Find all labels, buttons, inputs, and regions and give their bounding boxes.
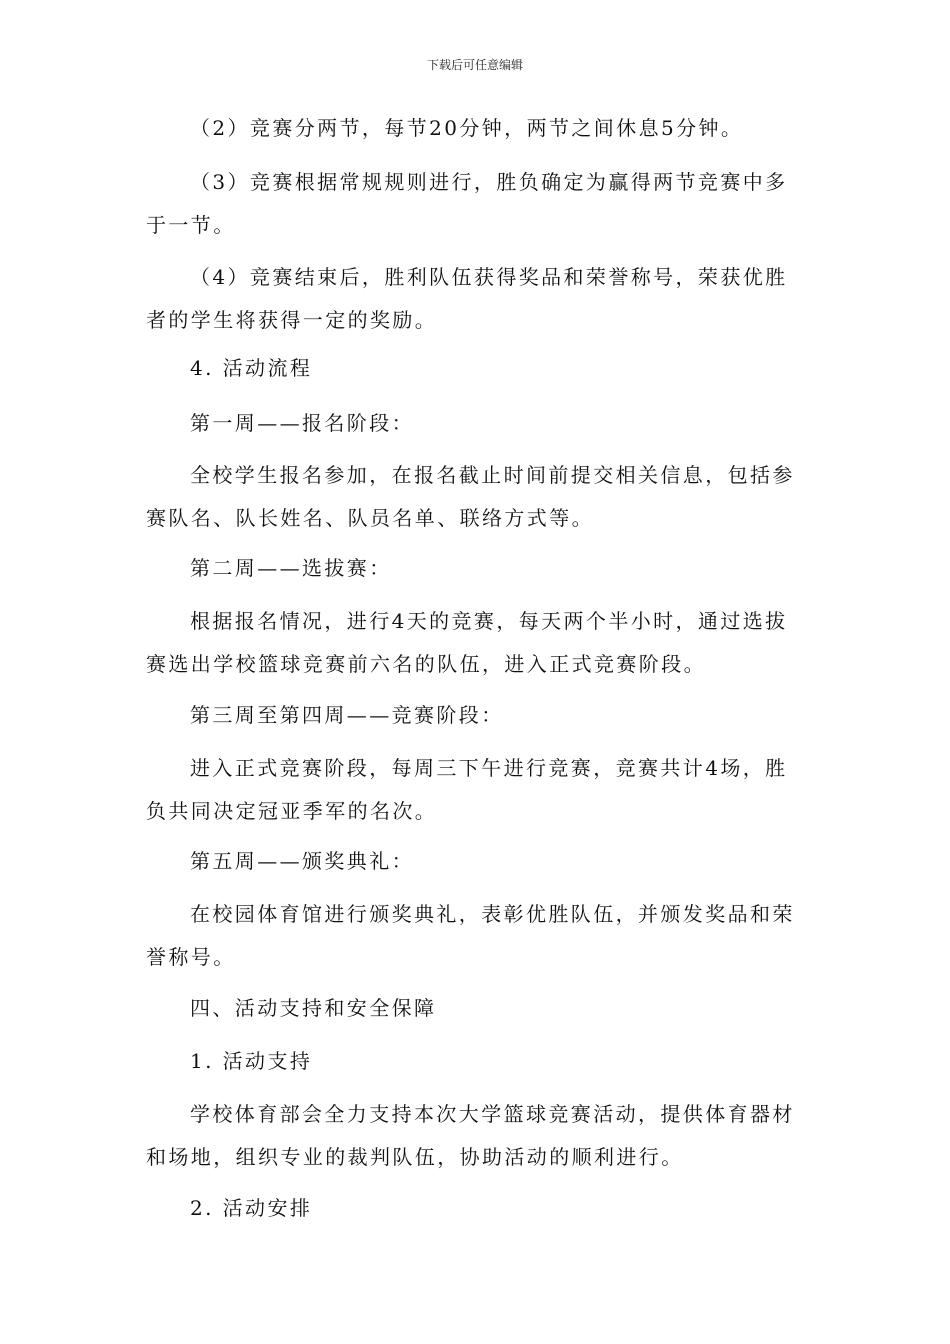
activity-support-paragraph: 学校体育部会全力支持本次大学篮球竞赛活动，提供体育器材和场地，组织专业的裁判队伍，协助活动的顺利进行。 <box>146 1102 795 1169</box>
subheading-activity-support: 1. 活动支持 <box>190 1049 313 1073</box>
week-1-heading: 第一周——报名阶段： <box>190 411 414 435</box>
paragraph-rule-4: （4）竞赛结束后，胜利队伍获得奖品和荣誉称号，荣获优胜者的学生将获得一定的奖励。 <box>146 265 788 332</box>
paragraph-rule-3: （3）竞赛根据常规规则进行，胜负确定为赢得两节竞赛中多于一节。 <box>146 170 788 237</box>
page-header-note: 下载后可任意编辑 <box>426 58 523 72</box>
week-5-heading: 第五周——颁奖典礼： <box>190 849 414 873</box>
week-3-4-paragraph: 进入正式竞赛阶段，每周三下午进行竞赛，竞赛共计4场，胜负共同决定冠亚季军的名次。 <box>146 756 788 823</box>
week-2-heading: 第二周——选拔赛： <box>190 556 392 580</box>
week-2-paragraph: 根据报名情况，进行4天的竞赛，每天两个半小时，通过选拔赛选出学校篮球竞赛前六名的队伍，进入正式竞赛阶段。 <box>146 609 788 676</box>
section-heading-support-safety: 四、活动支持和安全保障 <box>190 996 437 1020</box>
week-5-paragraph: 在校园体育馆进行颁奖典礼，表彰优胜队伍，并颁发奖品和荣誉称号。 <box>146 902 795 969</box>
week-1-paragraph: 全校学生报名参加，在报名截止时间前提交相关信息，包括参赛队名、队长姓名、队员名单、联络方式等。 <box>146 463 795 530</box>
section-heading-activity-flow: 4. 活动流程 <box>190 356 313 380</box>
week-3-4-heading: 第三周至第四周——竞赛阶段： <box>190 703 504 727</box>
subheading-activity-arrangement: 2. 活动安排 <box>190 1196 313 1220</box>
paragraph-rule-2: （2）竞赛分两节，每节20分钟，两节之间休息5分钟。 <box>190 116 744 140</box>
